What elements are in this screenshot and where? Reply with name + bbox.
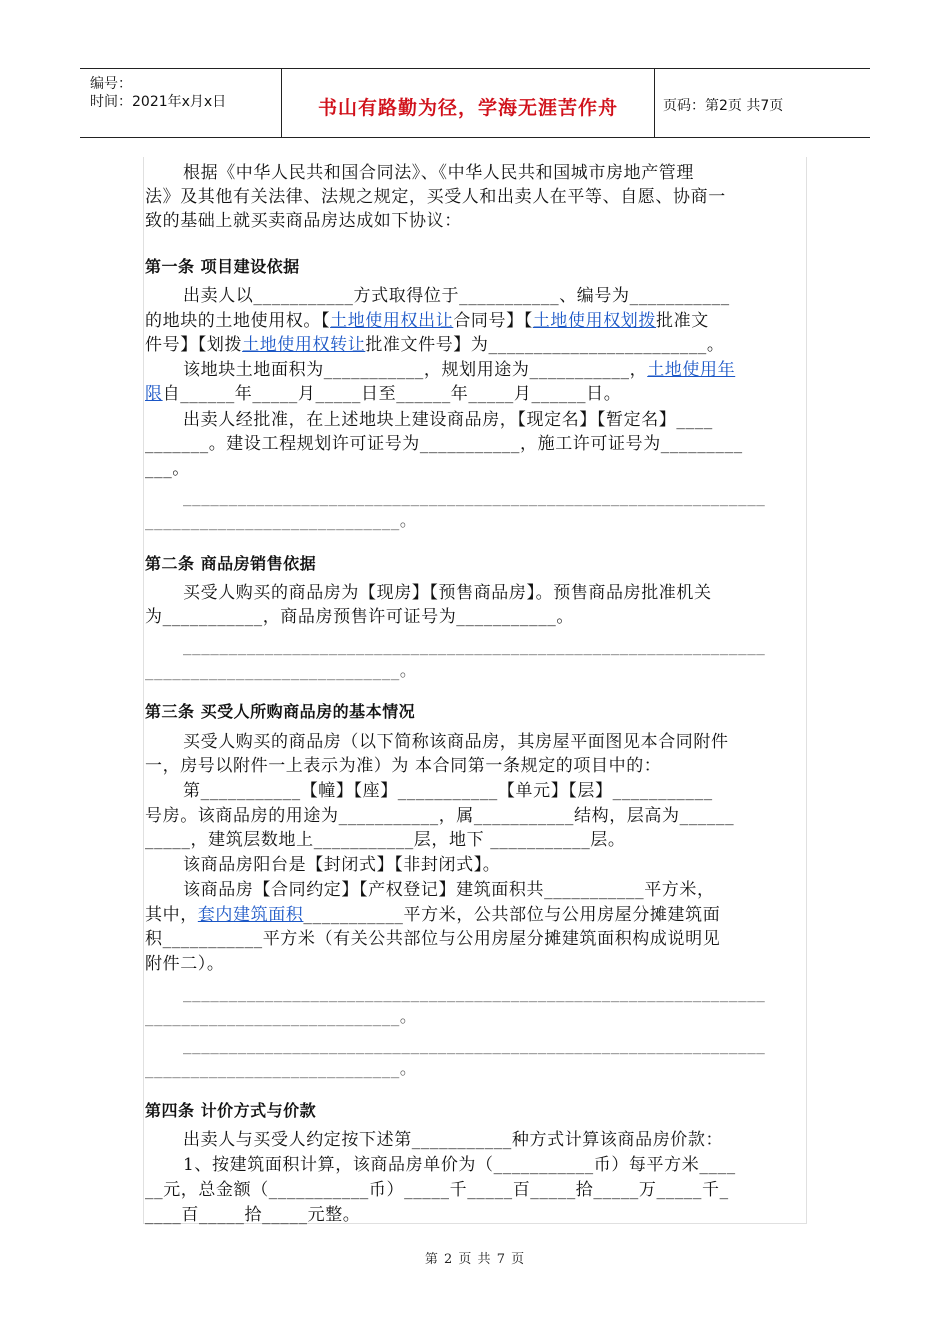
s3-line-7: 该商品房【合同约定】【产权登记】建筑面积共___________平方米，: [183, 880, 715, 900]
s1-line-5: [145, 382, 805, 406]
s3-l8-text-b: ___________平方米，公共部位与公用房屋分摊建筑面: [303, 905, 721, 925]
s3-blank-line-2: ____________________________。: [145, 1007, 418, 1027]
motto: 书山有路勤为径，学海无涯苦作舟: [317, 97, 618, 119]
s4-line-3: __元，总金额（___________币）_____千_____百_____拾_____万_____千_: [145, 1180, 729, 1200]
s2-line-2: 为___________，商品房预售许可证号为___________。: [145, 607, 574, 627]
header-right-cell: [654, 69, 870, 137]
s3-line-4: 号房。该商品房的用途为___________，属___________结构，层高为______: [145, 806, 735, 826]
s3-line-6: 该商品房阳台是【封闭式】【非封闭式】。: [183, 855, 501, 875]
intro-line-2: 法》及其他有关法律、法规之规定，买受人和出卖人在平等、自愿、协商一: [145, 187, 726, 207]
s1-l5-text: 自______年_____月_____日至______年_____月______日。: [162, 384, 622, 404]
s1-line-2: [145, 309, 805, 333]
link-land-allocation[interactable]: 土地使用权划拨: [532, 311, 657, 331]
link-land-term[interactable]: 土地使用年: [647, 360, 736, 380]
s1-blank-line-1: ________________________________________________________________: [183, 487, 766, 507]
s3-line-1: 买受人购买的商品房（以下简称该商品房，其房屋平面图见本合同附件: [183, 732, 729, 752]
document-header: [80, 68, 870, 138]
intro-line-1: 根据《中华人民共和国合同法》、《中华人民共和国城市房地产管理: [183, 163, 694, 183]
s1-line-3: [145, 333, 805, 357]
s1-l2-text-c: 批准文: [656, 311, 709, 331]
s3-blank-line-4: ____________________________。: [145, 1059, 418, 1079]
s3-line-10: 附件二）。: [145, 954, 225, 974]
link-inner-area[interactable]: 套内建筑面积: [197, 905, 304, 925]
s3-l8-text-a: 其中，: [145, 905, 198, 925]
s1-l2-text-b: 合同号】【: [453, 311, 533, 331]
s2-blank-line-1: ________________________________________________________________: [183, 636, 766, 656]
s1-l3-text-a: 件号】【划拨: [145, 335, 243, 355]
s2-line-1: 买受人购买的商品房为【现房】【预售商品房】。预售商品房批准机关: [183, 583, 712, 603]
s1-line-6: 出卖人经批准，在上述地块上建设商品房，【现定名】【暂定名】____: [183, 410, 713, 430]
section-1-title: 第一条 项目建设依据: [145, 257, 300, 276]
s1-line-8: ___。: [145, 459, 190, 479]
s4-line-2: 1、按建筑面积计算，该商品房单价为（___________币）每平方米____: [183, 1155, 736, 1175]
s4-line-4: ____百_____拾_____元整。: [145, 1205, 361, 1225]
time-label: 时间：2021年x月x日: [90, 94, 227, 110]
s3-line-2: 一，房号以附件一上表示为准）为 本合同第一条规定的项目中的：: [145, 756, 662, 776]
section-2-title: 第二条 商品房销售依据: [145, 554, 317, 573]
s4-line-1: 出卖人与买受人约定按下述第___________种方式计算该商品房价款：: [183, 1130, 724, 1150]
header-left-cell: [80, 69, 280, 137]
s3-line-3: 第___________【幢】【座】___________【单元】【层】___________: [183, 781, 713, 801]
page-label: 页码：第2页 共7页: [663, 98, 784, 114]
s3-line-8: [145, 903, 805, 927]
s3-blank-line-1: ________________________________________________________________: [183, 983, 766, 1003]
header-motto-cell: [281, 69, 655, 137]
s3-line-5: _____，建筑层数地上___________层，地下 ___________层。: [145, 830, 626, 850]
s2-blank-line-2: ____________________________。: [145, 661, 418, 681]
section-3-title: 第三条 买受人所购商品房的基本情况: [145, 702, 416, 721]
page-footer: 第 2 页 共 7 页: [424, 1252, 526, 1267]
s1-line-7: _______。建设工程规划许可证号为___________，施工许可证号为_________: [145, 434, 743, 454]
s1-l2-text-a: 的地块的土地使用权。【: [145, 311, 331, 331]
s3-line-9: 积___________平方米（有关公共部位与公用房屋分摊建筑面积构成说明见: [145, 929, 721, 949]
link-land-conveyance[interactable]: 土地使用权转让: [242, 335, 366, 355]
link-land-transfer[interactable]: 土地使用权出让: [330, 311, 454, 331]
link-land-term-end[interactable]: 限: [145, 384, 163, 404]
section-4-title: 第四条 计价方式与价款: [145, 1101, 317, 1120]
serial-label: 编号：: [90, 76, 132, 92]
s1-line-4: [183, 358, 805, 382]
s1-blank-line-2: ____________________________。: [145, 511, 418, 531]
s1-l4-text: 该地块土地面积为___________，规划用途为___________，: [183, 360, 648, 380]
s1-l3-text-b: 批准文件号】为________________________。: [365, 335, 725, 355]
s3-blank-line-3: ________________________________________________________________: [183, 1035, 766, 1055]
s1-line-1: 出卖人以___________方式取得位于___________、编号为___________: [183, 286, 730, 306]
intro-line-3: 致的基础上就买卖商品房达成如下协议：: [145, 211, 462, 231]
